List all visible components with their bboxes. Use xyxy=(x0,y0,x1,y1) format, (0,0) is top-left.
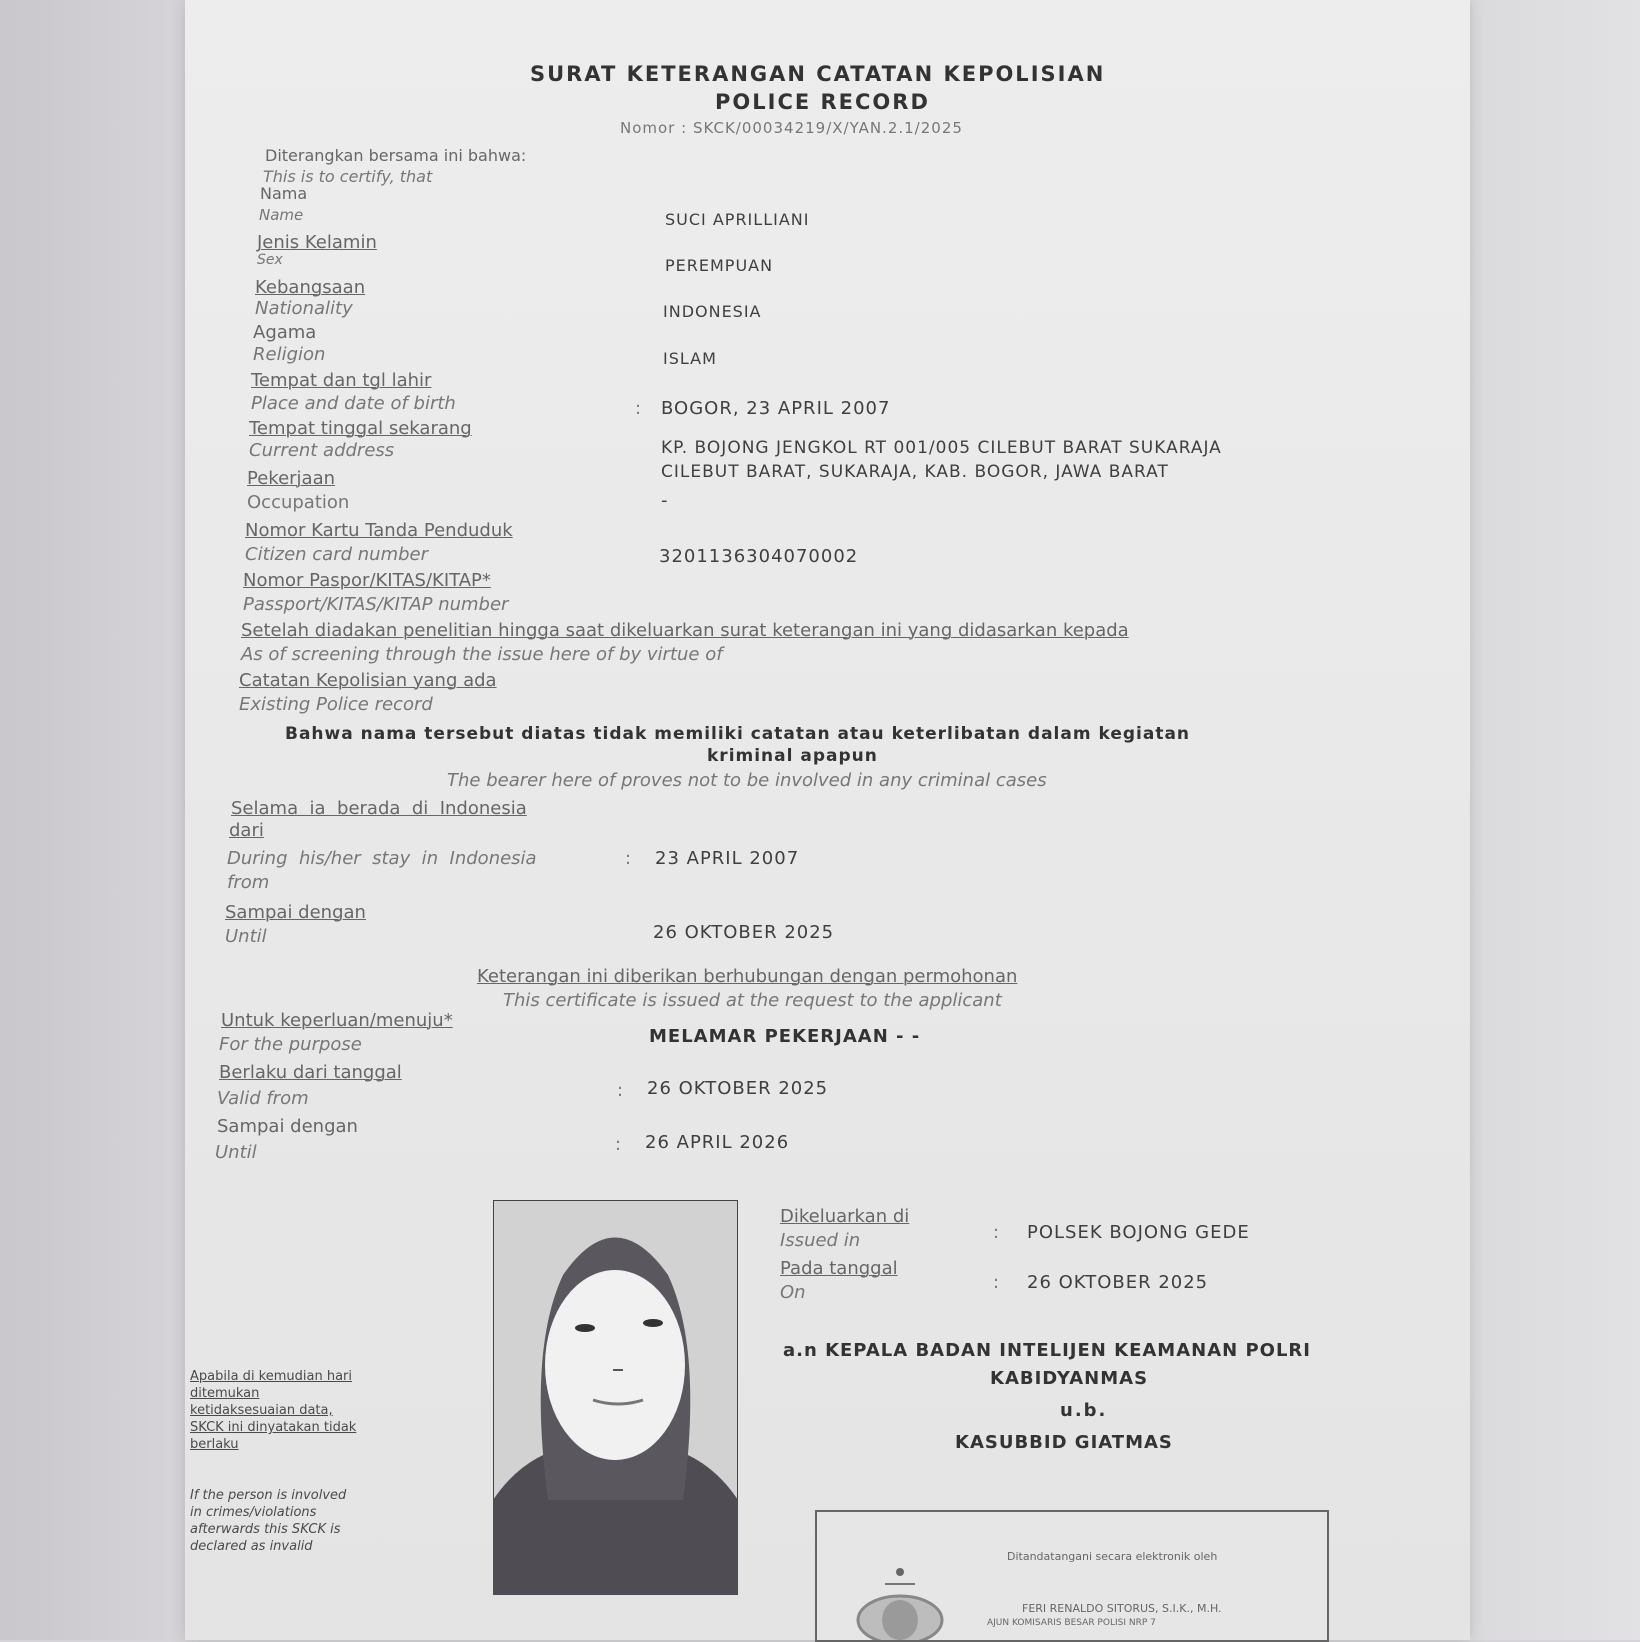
stay-label-en-1: During his/her stay in Indonesia xyxy=(227,848,537,869)
birth-value: BOGOR, 23 APRIL 2007 xyxy=(661,398,891,419)
address-value-line1: KP. BOJONG JENGKOL RT 001/005 CILEBUT BARAT SUKARAJA xyxy=(661,438,1222,458)
issued-on-value: 26 OKTOBER 2025 xyxy=(1027,1272,1209,1293)
valid-from-label: Berlaku dari tanggal xyxy=(219,1062,402,1083)
valid-from-value: 26 OKTOBER 2025 xyxy=(647,1078,829,1099)
stay-until-label-en: Until xyxy=(225,926,267,947)
name-label-en: Name xyxy=(259,206,304,224)
statement-line2: kriminal apapun xyxy=(707,746,878,766)
valid-until-label: Sampai dengan xyxy=(217,1116,358,1137)
occupation-label-en: Occupation xyxy=(247,492,350,513)
statement-en: The bearer here of proves not to be involved in any criminal cases xyxy=(447,770,1047,791)
signatory-line4: KASUBBID GIATMAS xyxy=(955,1432,1173,1453)
stay-from-value: 23 APRIL 2007 xyxy=(655,848,800,869)
police-record-label: Catatan Kepolisian yang ada xyxy=(239,670,497,691)
birth-label: Tempat dan tgl lahir xyxy=(251,370,432,391)
purpose-value: MELAMAR PEKERJAAN - - xyxy=(649,1026,921,1047)
valid-from-label-en: Valid from xyxy=(217,1088,309,1109)
signatory-line2: KABIDYANMAS xyxy=(990,1368,1149,1389)
purpose-label-en: For the purpose xyxy=(219,1034,362,1055)
police-record-document xyxy=(185,0,1470,1640)
issued-in-label-en: Issued in xyxy=(780,1230,861,1251)
stay-label-1: Selama ia berada di Indonesia xyxy=(231,798,527,819)
valid-from-colon: : xyxy=(617,1080,624,1101)
statement-line1: Bahwa nama tersebut diatas tidak memiliki catatan atau keterlibatan dalam kegiatan xyxy=(285,724,1191,744)
sex-value: PEREMPUAN xyxy=(665,256,774,275)
address-label: Tempat tinggal sekarang xyxy=(249,418,472,439)
valid-until-value: 26 APRIL 2026 xyxy=(645,1132,790,1153)
occupation-label: Pekerjaan xyxy=(247,468,336,489)
document-number: Nomor : SKCK/00034219/X/YAN.2.1/2025 xyxy=(620,119,963,137)
note-en-line: declared as invalid xyxy=(190,1539,313,1554)
note-en-line: If the person is involved xyxy=(190,1488,347,1503)
passport-label-en: Passport/KITAS/KITAP number xyxy=(243,594,509,615)
religion-label: Agama xyxy=(253,322,317,343)
nationality-label: Kebangsaan xyxy=(255,277,366,298)
screening-text: Setelah diadakan penelitian hingga saat dikeluarkan surat keterangan ini yang didasarkan kepada xyxy=(241,620,1129,641)
esign-rank: AJUN KOMISARIS BESAR POLISI NRP 7 xyxy=(987,1618,1156,1628)
occupation-value: - xyxy=(661,490,669,511)
nationality-label-en: Nationality xyxy=(255,298,353,319)
citizen-card-value: 3201136304070002 xyxy=(659,546,859,567)
esign-text: Ditandatangani secara elektronik oleh xyxy=(1007,1550,1218,1563)
sex-label: Jenis Kelamin xyxy=(257,232,377,253)
background-left xyxy=(0,0,200,1640)
document-subtitle: POLICE RECORD xyxy=(715,90,930,114)
note-id-line: berlaku xyxy=(190,1437,239,1452)
valid-until-label-en: Until xyxy=(215,1142,257,1163)
religion-label-en: Religion xyxy=(253,344,326,365)
passport-label: Nomor Paspor/KITAS/KITAP* xyxy=(243,570,491,591)
purpose-label: Untuk keperluan/menuju* xyxy=(221,1010,453,1031)
sex-label-en: Sex xyxy=(257,252,283,268)
issued-on-colon: : xyxy=(993,1272,1000,1293)
background-right xyxy=(1440,0,1640,1640)
citizen-card-label-en: Citizen card number xyxy=(245,544,429,565)
citizen-card-label: Nomor Kartu Tanda Penduduk xyxy=(245,520,513,541)
electronic-signature-box xyxy=(815,1510,1329,1642)
issued-on-label-en: On xyxy=(780,1282,806,1303)
address-label-en: Current address xyxy=(249,440,395,461)
document-title: SURAT KETERANGAN CATATAN KEPOLISIAN xyxy=(530,62,1106,86)
issued-in-value: POLSEK BOJONG GEDE xyxy=(1027,1222,1250,1243)
issued-on-label: Pada tanggal xyxy=(780,1258,898,1279)
birth-colon: : xyxy=(635,398,642,419)
left-eye-shape xyxy=(575,1324,595,1332)
note-id-line: Apabila di kemudian hari xyxy=(190,1369,353,1384)
note-en-line: afterwards this SKCK is xyxy=(190,1522,341,1537)
police-emblem-icon xyxy=(845,1532,955,1640)
esign-name: FERI RENALDO SITORUS, S.I.K., M.H. xyxy=(1022,1602,1222,1615)
stay-label-en-2: from xyxy=(227,872,270,893)
police-record-label-en: Existing Police record xyxy=(239,694,433,715)
religion-value: ISLAM xyxy=(663,349,717,368)
stay-label-2: dari xyxy=(229,820,264,841)
note-id-line: SKCK ini dinyatakan tidak xyxy=(190,1420,357,1435)
intro-en: This is to certify, that xyxy=(263,167,433,186)
right-eye-shape xyxy=(643,1319,663,1327)
stay-from-colon: : xyxy=(625,848,632,869)
stay-until-label: Sampai dengan xyxy=(225,902,366,923)
request-text: Keterangan ini diberikan berhubungan dengan permohonan xyxy=(477,966,1018,987)
stay-until-value: 26 OKTOBER 2025 xyxy=(653,922,835,943)
signatory-line3: u.b. xyxy=(1060,1400,1108,1421)
nationality-value: INDONESIA xyxy=(663,302,762,321)
note-id-line: ketidaksesuaian data, xyxy=(190,1403,333,1418)
issued-in-label: Dikeluarkan di xyxy=(780,1206,910,1227)
address-value-line2: CILEBUT BARAT, SUKARAJA, KAB. BOGOR, JAWA BARAT xyxy=(661,462,1169,482)
name-label: Nama xyxy=(260,184,308,203)
intro-id: Diterangkan bersama ini bahwa: xyxy=(265,146,527,165)
birth-label-en: Place and date of birth xyxy=(251,393,456,414)
signatory-line1: a.n KEPALA BADAN INTELIJEN KEAMANAN POLRI xyxy=(783,1340,1311,1361)
issued-in-colon: : xyxy=(993,1222,1000,1243)
note-id-line: ditemukan xyxy=(190,1386,260,1401)
note-en-line: in crimes/violations xyxy=(190,1505,317,1520)
screening-text-en: As of screening through the issue here of by virtue of xyxy=(241,644,723,665)
name-value: SUCI APRILLIANI xyxy=(665,210,810,229)
request-text-en: This certificate is issued at the request to the applicant xyxy=(503,990,1002,1011)
applicant-photo xyxy=(493,1200,738,1595)
valid-until-colon: : xyxy=(615,1134,622,1155)
invalidity-note xyxy=(190,1368,356,1555)
